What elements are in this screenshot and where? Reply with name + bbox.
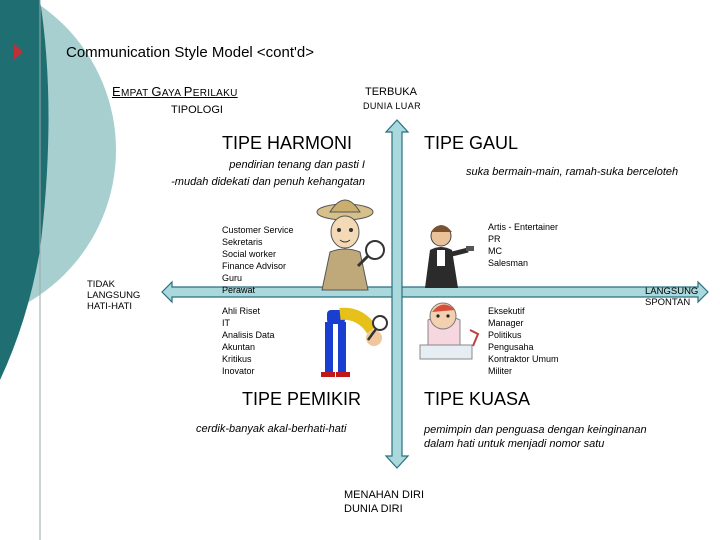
heading-initial-g: G (151, 84, 162, 99)
role-item: MC (488, 246, 502, 256)
kuasa-desc-line: pemimpin dan penguasa dengan keinginanan (424, 424, 647, 436)
thinker-clipart (321, 310, 387, 377)
heading-initial-p: P (183, 84, 193, 99)
role-item: Pengusaha (488, 342, 534, 352)
gaul-roles-list (488, 221, 558, 269)
axis-top-label: TERBUKA (365, 86, 417, 98)
kuasa-title: TIPE KUASA (424, 389, 531, 409)
gaul-description: suka bermain-main, ramah-suka berceloteh (466, 166, 679, 178)
role-item: Politikus (488, 330, 522, 340)
axis-bottom-label: MENAHAN DIRI (344, 489, 425, 501)
axis-left-line: TIDAK (87, 279, 115, 290)
heading-initial-e: E (112, 84, 121, 99)
axis-right-label (645, 286, 698, 308)
diagram-subheading: TIPOLOGI (171, 104, 223, 116)
role-item: Manager (488, 318, 524, 328)
role-item: Social worker (222, 249, 277, 259)
heading-part-3: ERILAKU (192, 88, 238, 99)
role-item: Customer Service (222, 225, 294, 235)
pemikir-roles-list (222, 305, 275, 377)
axis-top-sub: DUNIA LUAR (363, 101, 422, 111)
singer-clipart (425, 225, 474, 288)
axis-right-line: SPONTAN (645, 297, 691, 308)
axis-left-line: HATI-HATI (87, 301, 133, 312)
role-item: Artis - Entertainer (488, 222, 559, 232)
role-item: PR (488, 234, 501, 244)
harmoni-roles-list (222, 224, 294, 296)
role-item: Salesman (488, 258, 529, 268)
role-item: Inovator (222, 366, 255, 376)
role-item: Finance Advisor (222, 261, 287, 271)
harmoni-title: TIPE HARMONI (222, 133, 353, 153)
diagram-heading (112, 84, 238, 99)
axis-right-line: LANGSUNG (645, 286, 699, 297)
role-item: Perawat (222, 285, 256, 295)
role-item: Analisis Data (222, 330, 275, 340)
slide-title: Communication Style Model <cont'd> (66, 44, 314, 61)
harmoni-description (110, 157, 365, 191)
kuasa-roles-list (488, 305, 559, 377)
role-item: IT (222, 318, 230, 328)
role-item: Kritikus (222, 354, 252, 364)
pemikir-title: TIPE PEMIKIR (242, 389, 362, 409)
axis-left-line: LANGSUNG (87, 290, 141, 301)
role-item: Akuntan (222, 342, 256, 352)
kuasa-desc-line: dalam hati untuk menjadi nomor satu (424, 438, 605, 450)
heading-part-1: MPAT (120, 88, 152, 99)
gaul-title: TIPE GAUL (424, 133, 519, 153)
role-item: Sekretaris (222, 237, 263, 247)
role-item: Eksekutif (488, 306, 525, 316)
role-item: Kontraktor Umum (488, 354, 559, 364)
pemikir-description: cerdik-banyak akal-berhati-hati (196, 423, 347, 435)
harmoni-desc-line: pendirian tenang dan pasti I (229, 159, 365, 171)
kuasa-description (424, 423, 647, 451)
role-item: Guru (222, 273, 243, 283)
axis-left-label (87, 279, 140, 312)
role-item: Militer (488, 366, 512, 376)
executive-clipart (420, 303, 478, 359)
heading-part-2: AYA (161, 88, 184, 99)
axis-bottom-sub: DUNIA DIRI (344, 503, 403, 515)
detective-clipart (317, 200, 384, 290)
harmoni-desc-line: -mudah didekati dan penuh kehangatan (171, 176, 365, 188)
role-item: Ahli Riset (222, 306, 261, 316)
